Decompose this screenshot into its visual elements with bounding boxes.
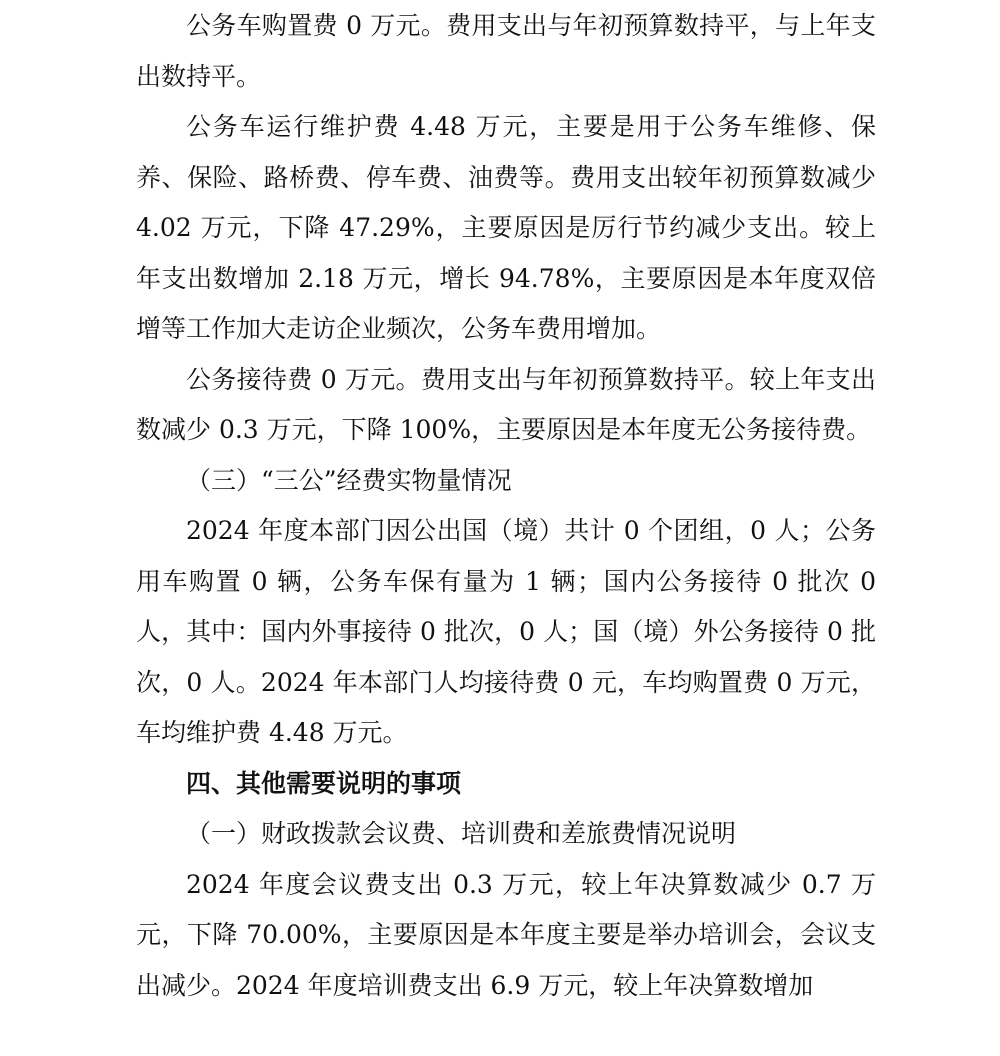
document-page <box>136 0 876 1011</box>
paragraph-meeting-fee: 2024 年度会议费支出 0.3 万元，较上年决算数减少 0.7 万元，下降 70.00%，主要原因是本年度主要是举办培训会，会议支出减少。2024 年度培训费支出 6.9 万元，较上年决算数增加 <box>136 869 876 1000</box>
section-heading-other-matters: 四、其他需要说明的事项 <box>186 768 462 798</box>
paragraph-physical-quantity: 2024 年度本部门因公出国（境）共计 0 个团组，0 人；公务用车购置 0 辆，公务车保有量为 1 辆；国内公务接待 0 批次 0 人，其中：国内外事接待 0 批次，0 人；国（境）外公务接待 0 批次，0 人。2024 年本部门人均接待费 0 元，车均购置费 0 万元，车均维护费 4.48 万元。 <box>136 516 876 747</box>
section-heading-three-public: （三）“三公”经费实物量情况 <box>186 465 512 495</box>
paragraph-reception-fee: 公务接待费 0 万元。费用支出与年初预算数持平。较上年支出数减少 0.3 万元，下降 100%，主要原因是本年度无公务接待费。 <box>136 364 876 444</box>
paragraph-vehicle-purchase: 公务车购置费 0 万元。费用支出与年初预算数持平，与上年支出数持平。 <box>136 11 876 91</box>
section-heading-meeting-training: （一）财政拨款会议费、培训费和差旅费情况说明 <box>186 819 737 848</box>
paragraph-vehicle-maintenance: 公务车运行维护费 4.48 万元，主要是用于公务车维修、保养、保险、路桥费、停车费、油费等。费用支出较年初预算数减少 4.02 万元，下降 47.29%，主要原因是厉行节约减少支出。较上年支出数增加 2.18 万元，增长 94.78%，主要原因是本年度双倍增等工作加大走访企业频次，公务车费用增加。 <box>136 112 876 343</box>
